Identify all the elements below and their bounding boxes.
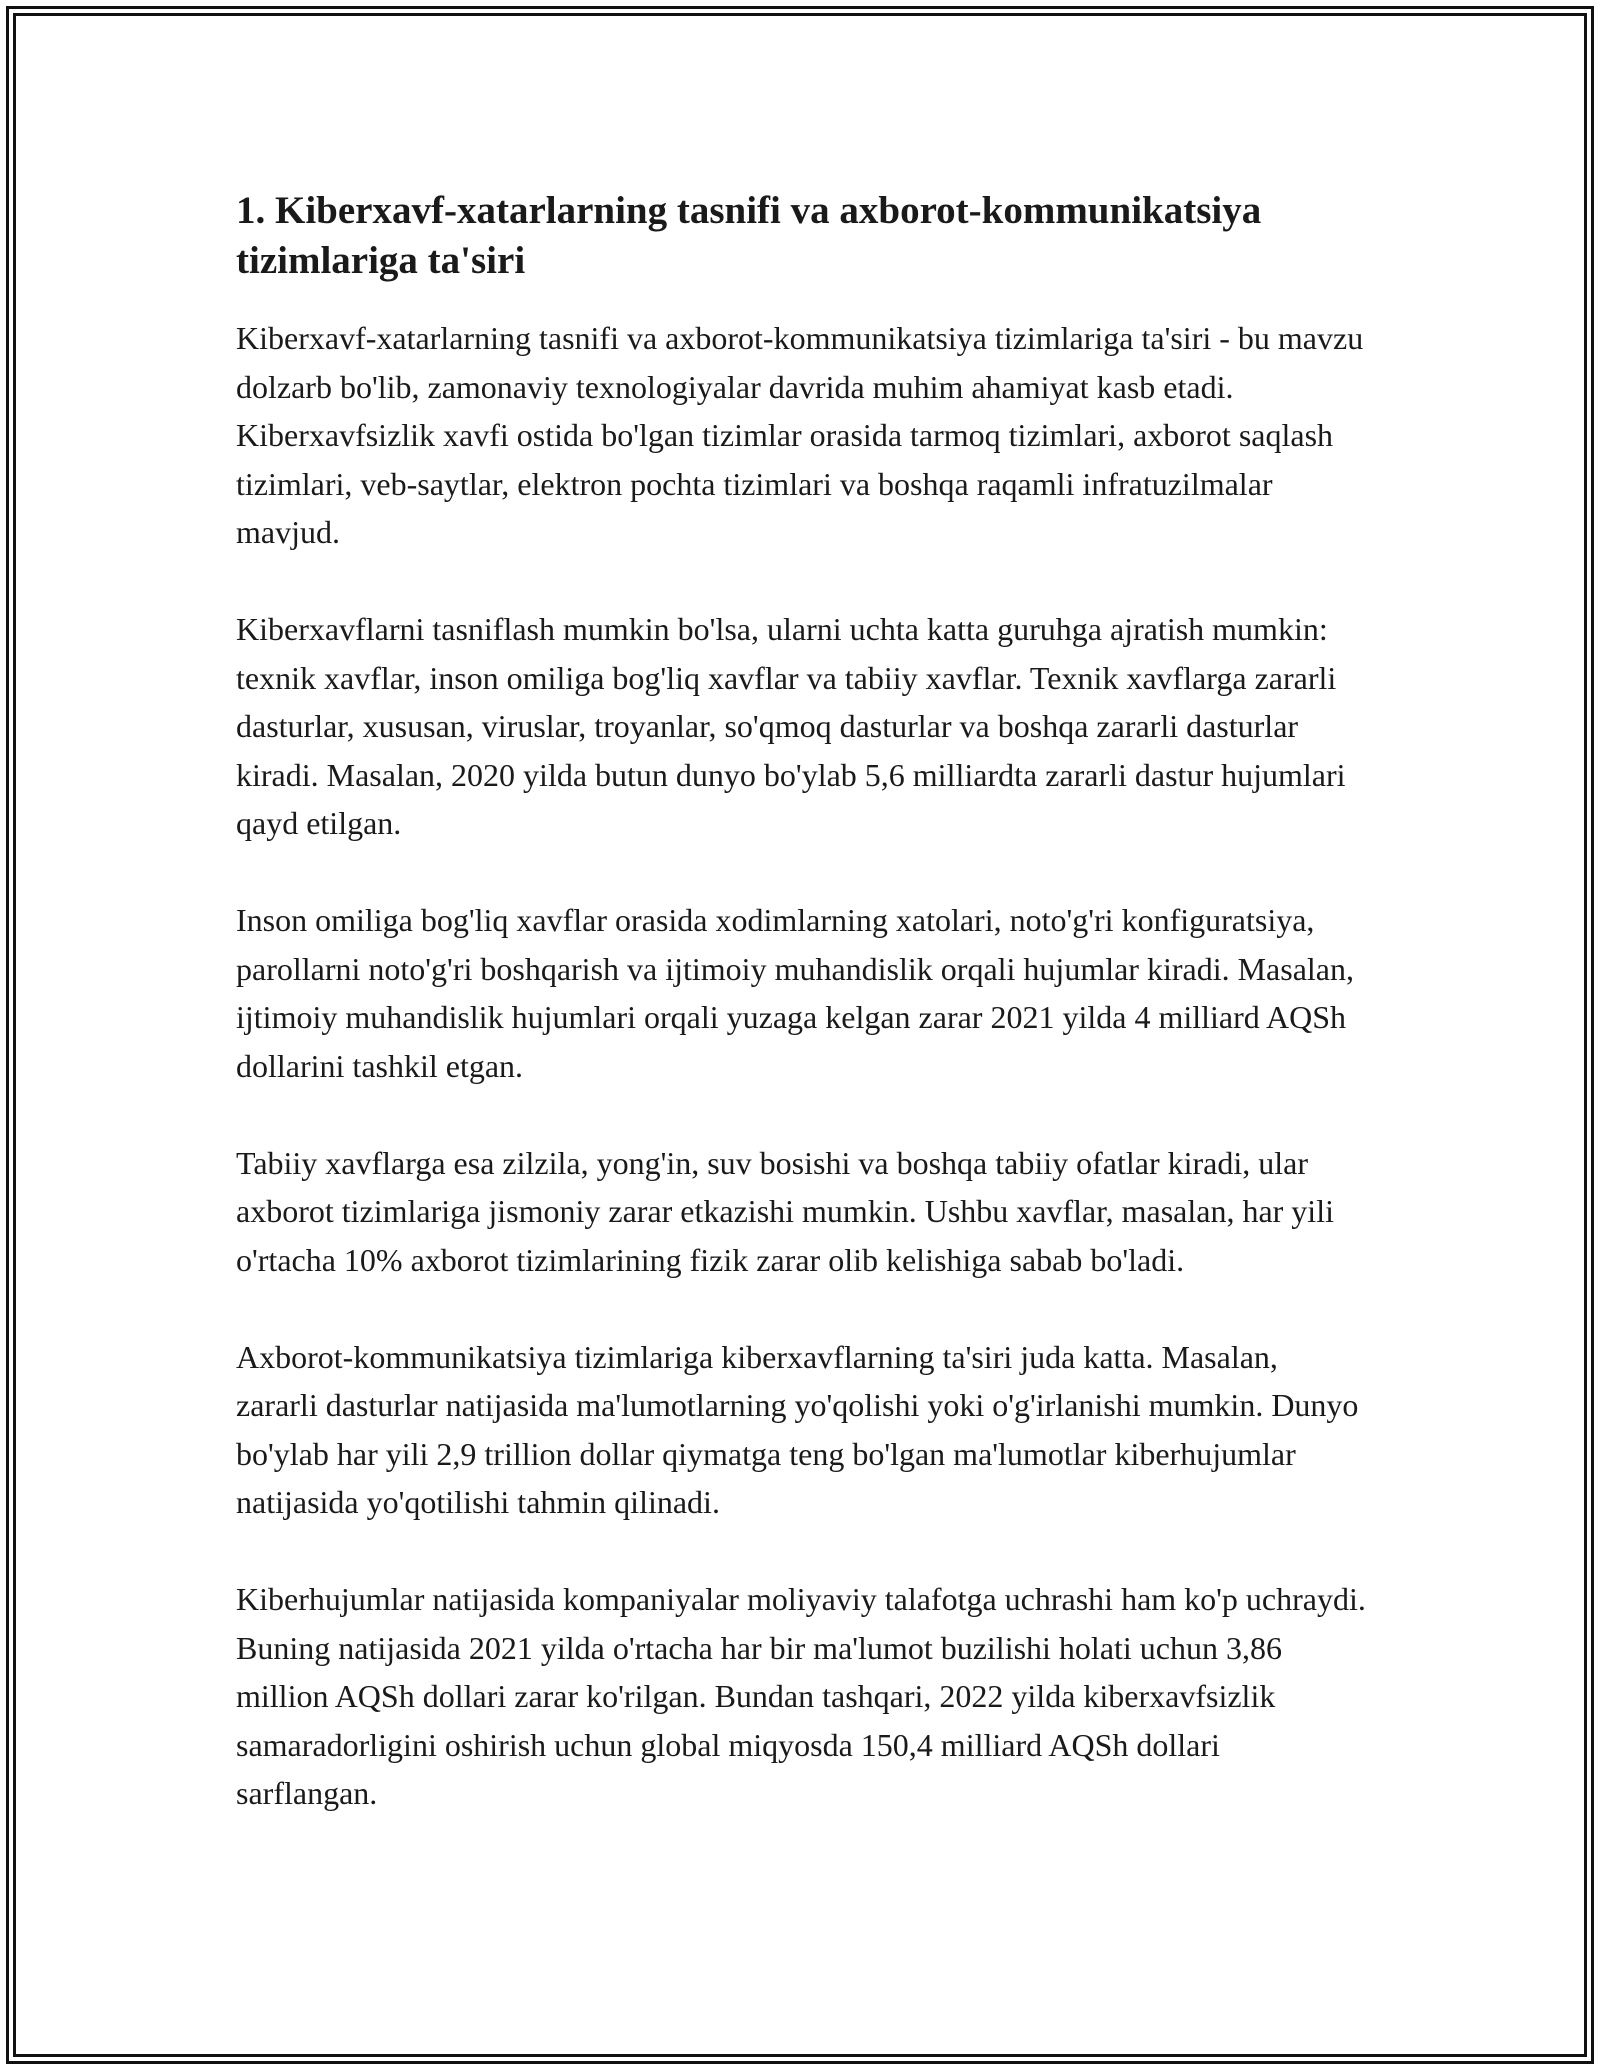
paragraph-financial-losses: Kiberhujumlar natijasida kompaniyalar moliyaviy talafotga uchrashi ham ko'p uchraydi. Buning natijasida 2021 yilda o'rtacha har bir ma'lumot buzilishi holati uchun 3,86 million AQSh dollari zarar ko'rilgan. Bundan tashqari, 2022 yilda kiberxavfsizlik samaradorligini oshirish uchun global miqyosda 150,4 milliard AQSh dollari sarflangan. — [236, 1581, 1366, 1811]
paragraph-natural-threats: Tabiiy xavflarga esa zilzila, yong'in, suv bosishi va boshqa tabiiy ofatlar kiradi, ular axborot tizimlariga jismoniy zarar etkazishi mumkin. Ushbu xavflar, masalan, har yili o'rtacha 10% axborot tizimlarining fizik zarar olib kelishiga sabab bo'ladi. — [236, 1144, 1334, 1278]
section-heading: 1. Kiberxavf-xatarlarning tasnifi va axborot-kommunikatsiya tizimlariga ta'siri — [236, 189, 1262, 282]
document-body — [236, 186, 1366, 1866]
paragraph-classification: Kiberxavflarni tasniflash mumkin bo'lsa, ularni uchta katta guruhga ajratish mumkin: texnik xavflar, inson omiliga bog'liq xavflar va tabiiy xavflar. Texnik xavflarga zararli dasturlar, xususan, viruslar, troyanlar, so'qmoq dasturlar va boshqa zararli dasturlar kiradi. Masalan, 2020 yilda butun dunyo bo'ylab 5,6 milliardta zararli dastur hujumlari qayd etilgan. — [236, 611, 1346, 841]
paragraph-human-factor: Inson omiliga bog'liq xavflar orasida xodimlarning xatolari, noto'g'ri konfiguratsiya, parollarni noto'g'ri boshqarish va ijtimoiy muhandislik orqali hujumlar kiradi. Masalan, ijtimoiy muhandislik hujumlari orqali yuzaga kelgan zarar 2021 yilda 4 milliard AQSh dollarini tashkil etgan. — [236, 902, 1354, 1084]
paragraph-intro: Kiberxavf-xatarlarning tasnifi va axborot-kommunikatsiya tizimlariga ta'siri - bu mavzu dolzarb bo'lib, zamonaviy texnologiyalar davrida muhim ahamiyat kasb etadi. Kiberxavfsizlik xavfi ostida bo'lgan tizimlar orasida tarmoq tizimlari, axborot saqlash tizimlari, veb-saytlar, elektron pochta tizimlari va boshqa raqamli infratuzilmalar mavjud. — [236, 320, 1364, 550]
paragraph-impact: Axborot-kommunikatsiya tizimlariga kiberxavflarning ta'siri juda katta. Masalan, zararli dasturlar natijasida ma'lumotlarning yo'qolishi yoki o'g'irlanishi mumkin. Dunyo bo'ylab har yili 2,9 trillion dollar qiymatga teng bo'lgan ma'lumotlar kiberhujumlar natijasida yo'qotilishi tahmin qilinadi. — [236, 1338, 1359, 1520]
